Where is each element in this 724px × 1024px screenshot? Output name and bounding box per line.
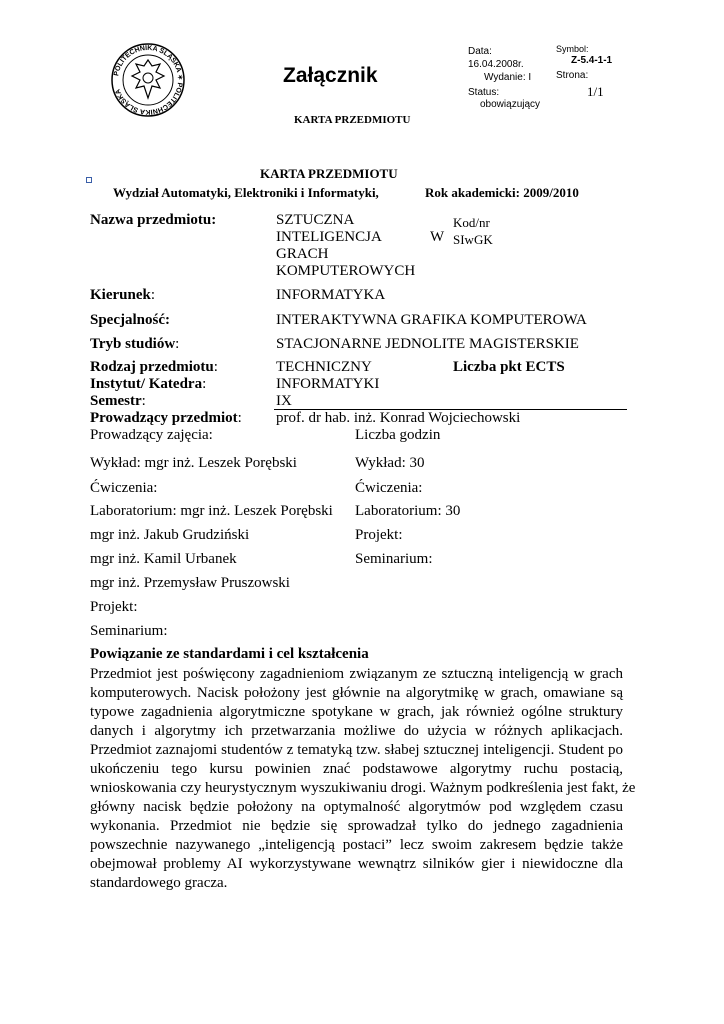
course-name-line-1: SZTUCZNA bbox=[276, 212, 355, 228]
course-type-label: Rodzaj przedmiotu: bbox=[90, 359, 218, 375]
page-label: Strona: bbox=[556, 70, 589, 81]
hours-label: Liczba godzin bbox=[355, 427, 441, 443]
paragraph-line: wnioskowania czy heurystycznym wyszukiwaniu drogi. Ważnym podkreślenia jest fakt, że bbox=[90, 780, 636, 796]
hours-item: Wykład: 30 bbox=[355, 455, 425, 471]
specialization-label: Specjalność: bbox=[90, 312, 170, 328]
staff-item: mgr inż. Kamil Urbanek bbox=[90, 551, 237, 567]
paragraph-line: Przedmiot zaznajomi studentów z tematyką tzw. słabej sztucznej inteligencji. Student po bbox=[90, 742, 623, 758]
institute-label: Instytut/ Katedra: bbox=[90, 376, 207, 392]
card-title: KARTA PRZEDMIOTU bbox=[260, 166, 398, 181]
lecturer-value: prof. dr hab. inż. Konrad Wojciechowski bbox=[276, 410, 521, 426]
paragraph-line: ukończeniu tego kursu powinien znać podstawowe algorytmy ruchu postacią, bbox=[90, 761, 623, 777]
status-value: obowiązujący bbox=[480, 99, 541, 110]
study-mode-label: Tryb studiów: bbox=[90, 336, 180, 352]
page-value: 1/1 bbox=[587, 84, 604, 99]
course-type-value: TECHNICZNY bbox=[276, 359, 372, 375]
paragraph-line: obejmował problemy AI wykorzystywane wewnątrz silników gier i niewidoczne dla bbox=[90, 856, 623, 872]
paragraph-line: powszechnie nazywanego „inteligencją postaci” lecz swoim zakresem będzie także bbox=[90, 837, 623, 853]
header-subtitle: KARTA PRZEDMIOTU bbox=[294, 114, 411, 126]
symbol-label: Symbol: bbox=[556, 44, 589, 54]
paragraph-line: danych i algorytmy ich przetwarzania możliwe do użycia w różnych aplikacjach. bbox=[90, 723, 623, 739]
paragraph-line: standardowego gracza. bbox=[90, 875, 228, 891]
staff-item: Projekt: bbox=[90, 599, 138, 615]
staff-item: Laboratorium: mgr inż. Leszek Porębski bbox=[90, 503, 333, 519]
paragraph-line: komputerowych. Nacisk położony jest głównie na algorytmikę w grach, omawiane są bbox=[90, 685, 623, 701]
bullet-square-icon bbox=[86, 177, 92, 183]
status-label: Status: bbox=[468, 87, 500, 98]
hours-item: Seminarium: bbox=[355, 551, 433, 567]
attachment-title: Załącznik bbox=[283, 64, 378, 87]
semester-value: IX bbox=[276, 393, 292, 409]
staff-item: Wykład: mgr inż. Leszek Porębski bbox=[90, 455, 297, 471]
paragraph-line: główny nacisk będzie położony na optymalność algorytmów pod względem czasu bbox=[90, 799, 623, 815]
svg-text:POLITECHNIKA ŚLĄSKA ✶ POLITECH: POLITECHNIKA ŚLĄSKA ✶ POLITECHNIKA ŚLĄSKA bbox=[113, 44, 184, 116]
date-label: Data: bbox=[468, 46, 492, 57]
lecturer-label: Prowadzący przedmiot: bbox=[90, 410, 242, 426]
hours-item: Laboratorium: 30 bbox=[355, 503, 461, 519]
course-name-line-4: KOMPUTEROWYCH bbox=[276, 263, 416, 279]
instructors-label: Prowadzący zajęcia: bbox=[90, 427, 213, 443]
code-label: Kod/nr bbox=[453, 215, 490, 230]
study-mode-label-text: Tryb studiów bbox=[90, 336, 176, 352]
hours-item: Ćwiczenia: bbox=[355, 480, 423, 496]
faculty: Wydział Automatyki, Elektroniki i Informatyki, bbox=[113, 185, 379, 200]
symbol-value: Z-5.4-1-1 bbox=[571, 55, 613, 66]
edition: Wydanie: I bbox=[484, 72, 532, 83]
staff-item: mgr inż. Jakub Grudziński bbox=[90, 527, 250, 543]
section-paragraph bbox=[90, 665, 636, 893]
semester-label-text: Semestr bbox=[90, 393, 142, 409]
course-name-label: Nazwa przedmiotu: bbox=[90, 212, 217, 228]
w-marker: W bbox=[430, 229, 445, 245]
paragraph-line: Przedmiot jest poświęcony zagadnieniom związanym ze sztuczną inteligencją w grach bbox=[90, 666, 623, 682]
study-mode-value: STACJONARNE JEDNOLITE MAGISTERSKIE bbox=[276, 336, 579, 352]
major-label: Kierunek: bbox=[90, 287, 156, 303]
ects-label: Liczba pkt ECTS bbox=[453, 359, 565, 375]
staff-item: mgr inż. Przemysław Pruszowski bbox=[90, 575, 290, 591]
hours-item: Projekt: bbox=[355, 527, 403, 543]
code-value: SIwGK bbox=[453, 232, 493, 247]
academic-year: Rok akademicki: 2009/2010 bbox=[425, 185, 579, 200]
staff-item: Seminarium: bbox=[90, 623, 168, 639]
paragraph-line: typowe zagadnienia algorytmiczne spotykane w grach, jak również ogólne struktury bbox=[90, 704, 623, 720]
major-value: INFORMATYKA bbox=[276, 287, 386, 303]
course-name-line-2: INTELIGENCJA bbox=[276, 229, 382, 245]
course-type-label-text: Rodzaj przedmiotu bbox=[90, 359, 214, 375]
institute-label-text: Instytut/ Katedra bbox=[90, 376, 203, 392]
institute-value: INFORMATYKI bbox=[276, 376, 380, 392]
staff-item: Ćwiczenia: bbox=[90, 480, 158, 496]
university-seal-logo bbox=[110, 42, 186, 118]
major-label-text: Kierunek bbox=[90, 287, 151, 303]
semester-label: Semestr: bbox=[90, 393, 146, 409]
seal-graphic bbox=[110, 42, 186, 118]
course-name-line-3: GRACH bbox=[276, 246, 329, 262]
section-heading: Powiązanie ze standardami i cel kształcenia bbox=[90, 646, 369, 662]
date-value: 16.04.2008r. bbox=[468, 59, 524, 70]
paragraph-line: wykonania. Przedmiot nie będzie się sprowadzał tylko do jednego zagadnienia bbox=[90, 818, 623, 834]
lecturer-label-text: Prowadzący przedmiot bbox=[90, 410, 238, 426]
specialization-value: INTERAKTYWNA GRAFIKA KOMPUTEROWA bbox=[276, 312, 587, 328]
